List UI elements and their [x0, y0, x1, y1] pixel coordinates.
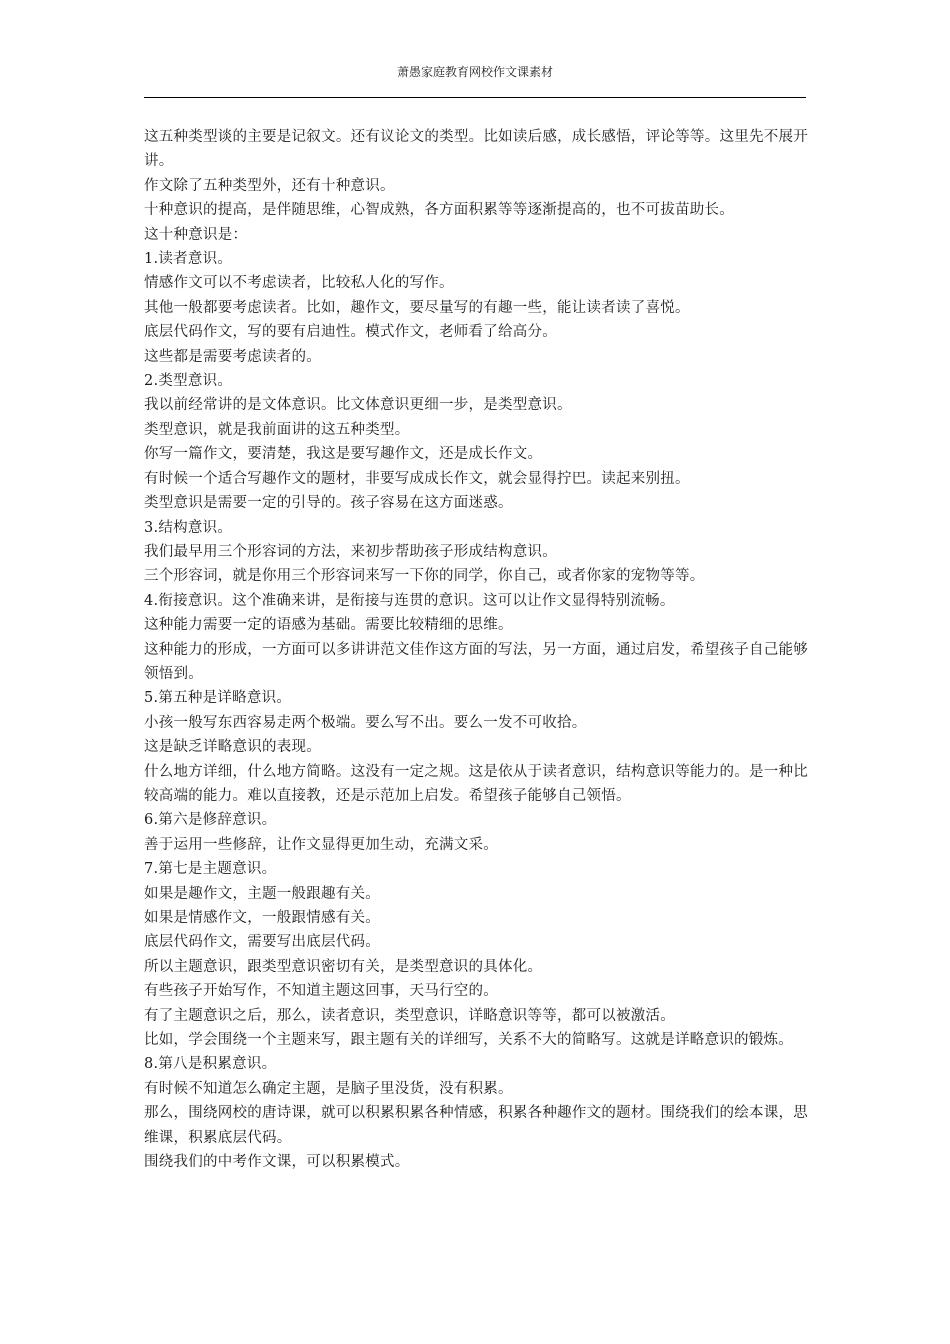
paragraph: 类型意识，就是我前面讲的这五种类型。: [144, 421, 410, 438]
paragraph: 8.第八是积累意识。: [144, 1056, 277, 1073]
paragraph: 围绕我们的中考作文课，可以积累模式。: [144, 1154, 410, 1171]
paragraph: 比如，学会围绕一个主题来写，跟主题有关的详细写，关系不大的简略写。这就是详略意识的锻炼。: [144, 1032, 793, 1049]
paragraph: 这十种意识是：: [144, 226, 248, 243]
paragraph: 情感作文可以不考虑读者，比较私人化的写作。: [144, 275, 454, 292]
paragraph: 我以前经常讲的是文体意识。比文体意识更细一步，是类型意识。: [144, 397, 572, 414]
paragraph: 有时候不知道怎么确定主题，是脑子里没货，没有积累。: [144, 1080, 513, 1097]
paragraph: 所以主题意识，跟类型意识密切有关，是类型意识的具体化。: [144, 958, 543, 975]
paragraph: 这五种类型谈的主要是记叙文。还有议论文的类型。比如读后感，成长感悟，评论等等。这里先不展开讲。: [144, 129, 808, 170]
paragraph: 这种能力需要一定的语感为基础。需要比较精细的思维。: [144, 617, 513, 634]
paragraph: 其他一般都要考虑读者。比如，趣作文，要尽量写的有趣一些，能让读者读了喜悦。: [144, 299, 690, 316]
paragraph: 3.结构意识。: [144, 519, 233, 536]
paragraph: 什么地方详细，什么地方简略。这没有一定之规。这是依从于读者意识，结构意识等能力的。是一种比较高端的能力。难以直接教，还是示范加上启发。希望孩子能够自己领悟。: [144, 763, 808, 804]
paragraph: 作文除了五种类型外，还有十种意识。: [144, 177, 395, 194]
paragraph: 底层代码作文，写的要有启迪性。模式作文，老师看了给高分。: [144, 324, 557, 341]
paragraph: 十种意识的提高，是伴随思维，心智成熟，各方面积累等等逐渐提高的，也不可拔苗助长。: [144, 202, 734, 219]
paragraph: 如果是趣作文，主题一般跟趣有关。: [144, 885, 380, 902]
page-header: 萧愚家庭教育网校作文课素材: [396, 65, 553, 79]
paragraph: 这种能力的形成，一方面可以多讲讲范文佳作这方面的写法，另一方面，通过启发，希望孩子自己能够领悟到。: [144, 641, 808, 682]
paragraph: 4.衔接意识。这个准确来讲，是衔接与连贯的意识。这可以让作文显得特别流畅。: [144, 592, 675, 609]
paragraph: 那么，围绕网校的唐诗课，就可以积累积累各种情感，积累各种趣作文的题材。围绕我们的绘本课，思维课，积累底层代码。: [144, 1105, 808, 1146]
paragraph: 有了主题意识之后，那么，读者意识，类型意识，详略意识等等，都可以被激活。: [144, 1007, 675, 1024]
paragraph: 7.第七是主题意识。: [144, 861, 277, 878]
paragraph: 这是缺乏详略意识的表现。: [144, 739, 321, 756]
paragraph: 如果是情感作文，一般跟情感有关。: [144, 910, 380, 926]
paragraph: 2.类型意识。: [144, 373, 233, 390]
header-divider: [144, 97, 806, 98]
paragraph: 5.第五种是详略意识。: [144, 690, 292, 707]
paragraph: 底层代码作文，需要写出底层代码。: [144, 934, 380, 951]
document-body: [144, 125, 808, 1174]
paragraph: 你写一篇作文，要清楚，我这是要写趣作文，还是成长作文。: [144, 446, 543, 463]
paragraph: 有时候一个适合写趣作文的题材，非要写成成长作文，就会显得拧巴。读起来别扭。: [144, 470, 690, 487]
paragraph: 1.读者意识。: [144, 251, 233, 268]
paragraph: 这些都是需要考虑读者的。: [144, 348, 321, 365]
paragraph: 小孩一般写东西容易走两个极端。要么写不出。要么一发不可收拾。: [144, 714, 587, 731]
paragraph: 6.第六是修辞意识。: [144, 812, 277, 829]
paragraph: 有些孩子开始写作，不知道主题这回事，天马行空的。: [144, 983, 498, 1000]
paragraph: 善于运用一些修辞，让作文显得更加生动，充满文采。: [144, 836, 498, 853]
paragraph: 我们最早用三个形容词的方法，来初步帮助孩子形成结构意识。: [144, 543, 557, 560]
paragraph: 类型意识是需要一定的引导的。孩子容易在这方面迷惑。: [144, 495, 513, 512]
paragraph: 三个形容词，就是你用三个形容词来写一下你的同学，你自己，或者你家的宠物等等。: [144, 568, 705, 585]
